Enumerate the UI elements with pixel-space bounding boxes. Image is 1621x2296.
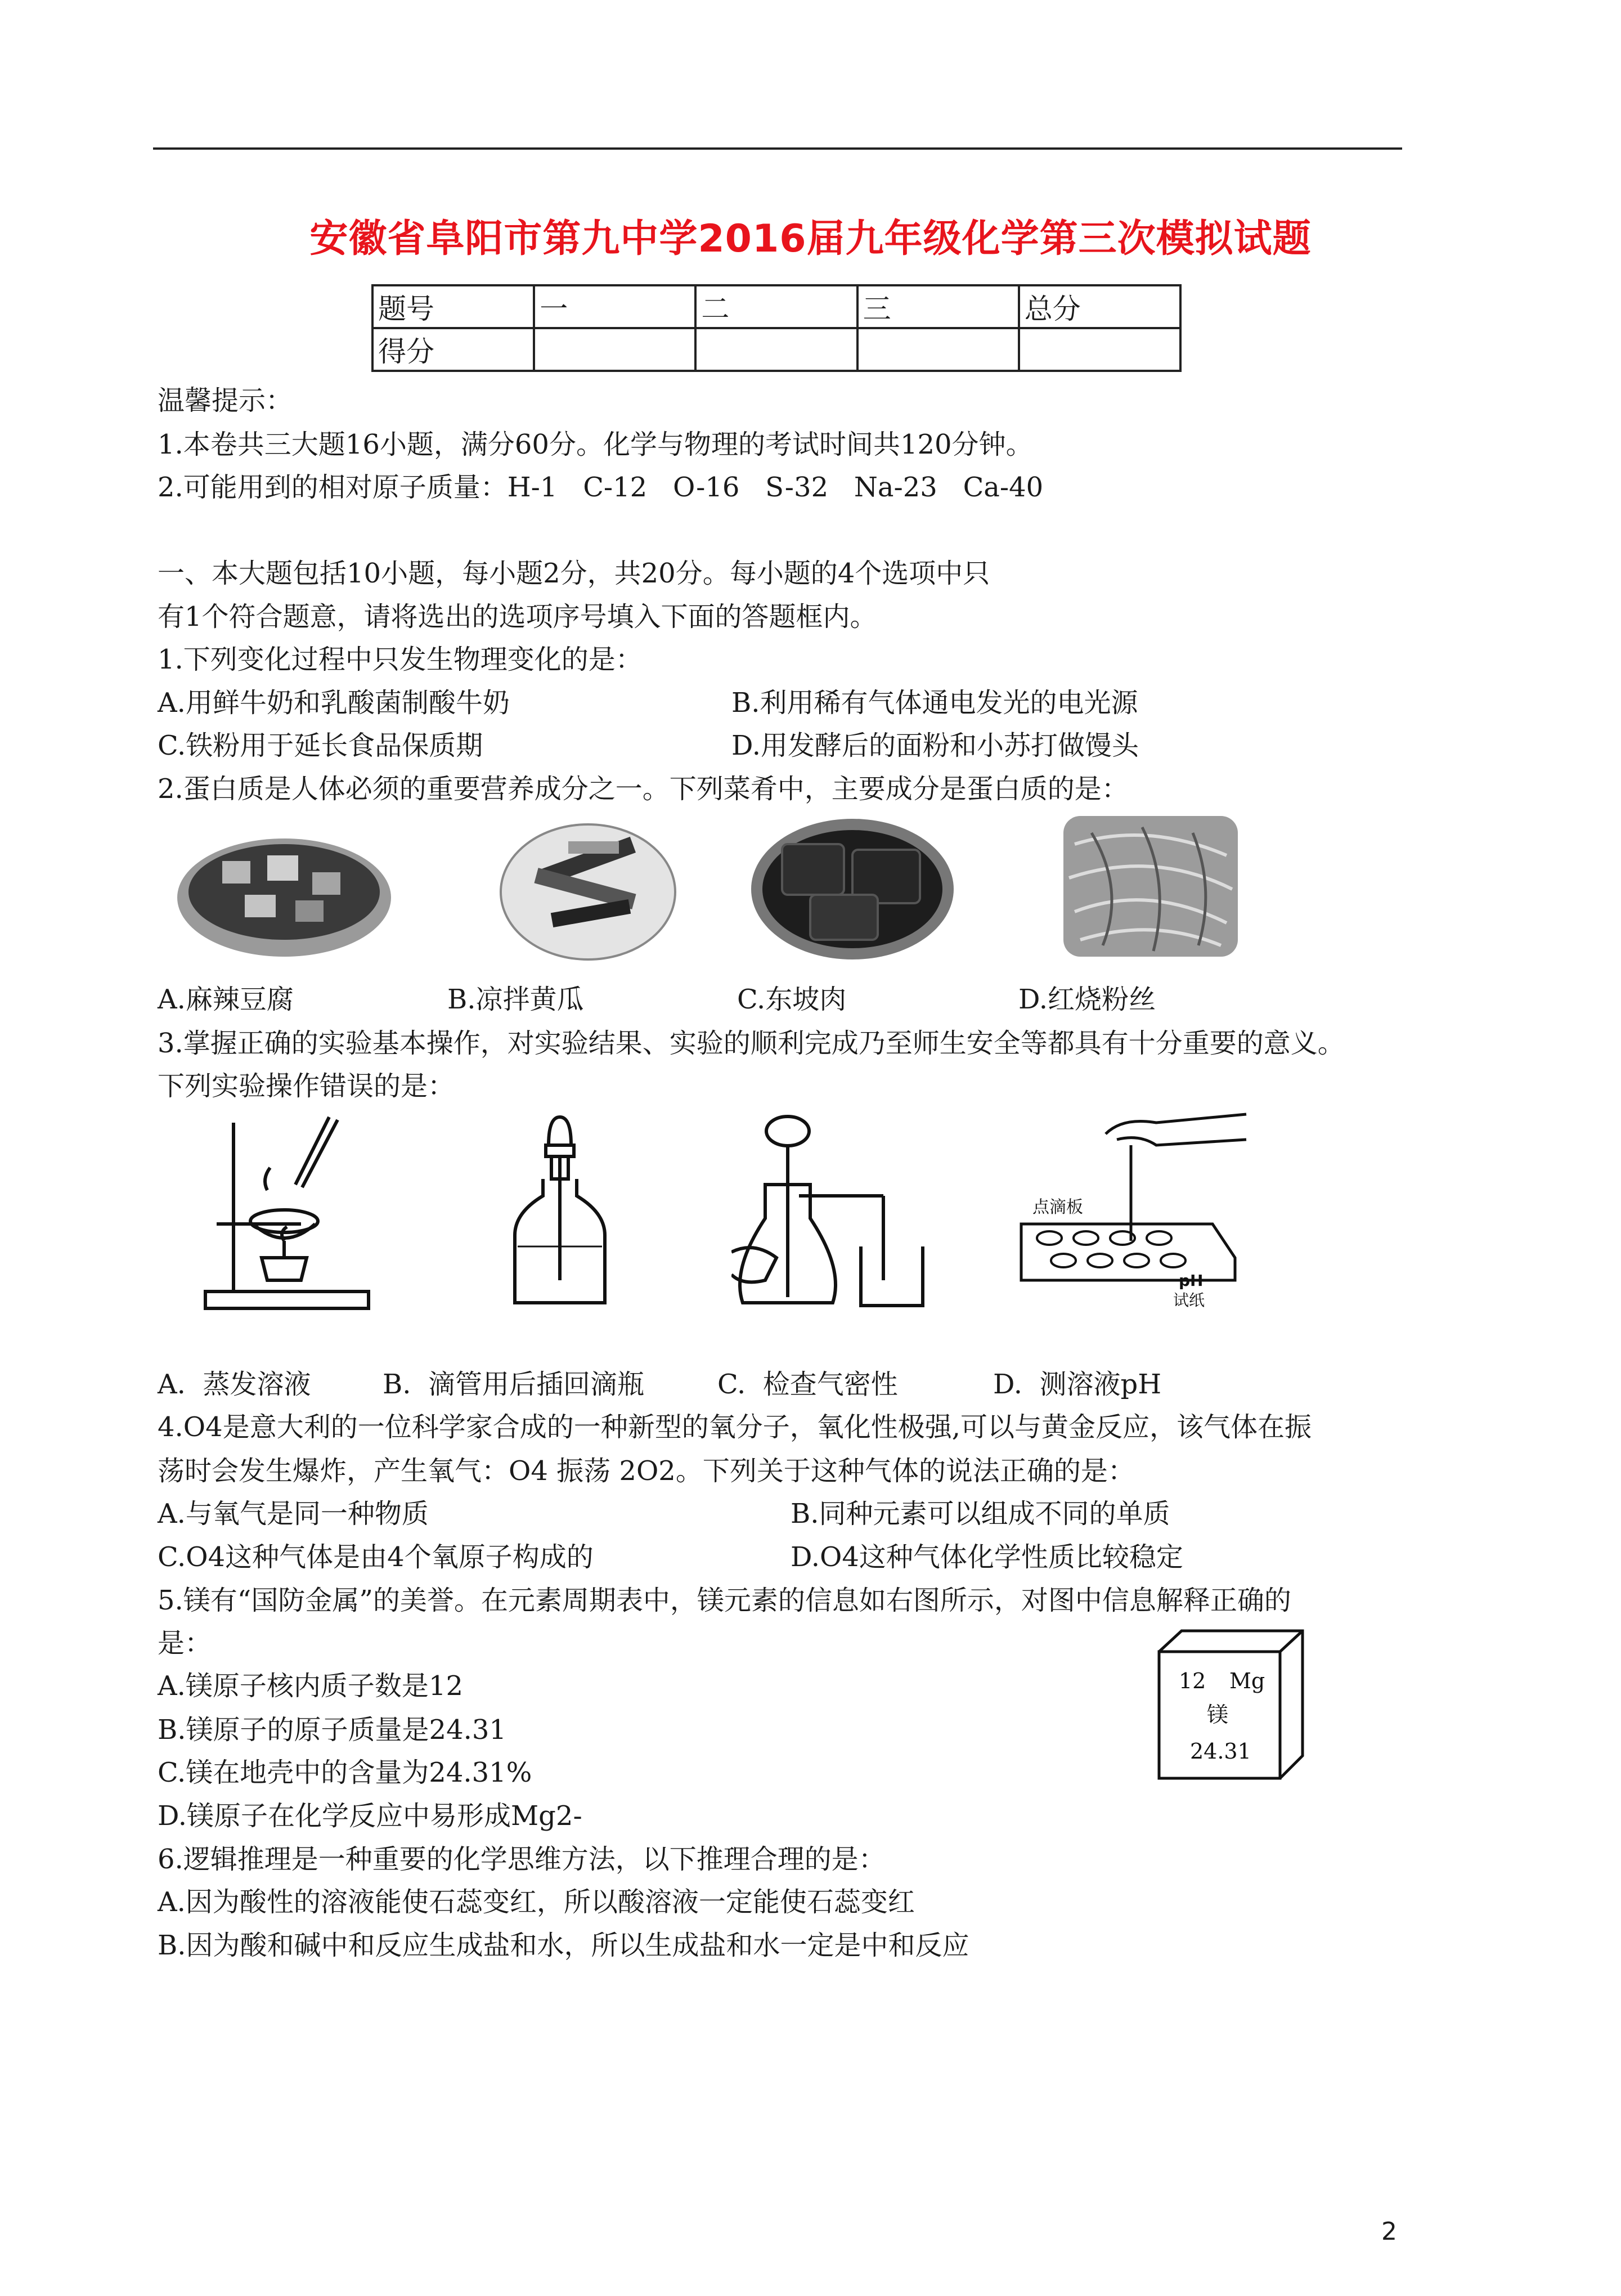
q5-option-a: A.镁原子核内质子数是12 [158, 1670, 464, 1702]
q4-option-a: A.与氧气是同一种物质 [158, 1498, 429, 1530]
q2-option-d: D.红烧粉丝 [1018, 984, 1156, 1015]
q4-option-c: C.O4这种气体是由4个氧原子构成的 [158, 1541, 594, 1573]
table-cell [534, 328, 695, 371]
q5-stem-1: 5.镁有“国防金属”的美誉。在元素周期表中，镁元素的信息如右图所示，对图中信息解释正确的 [158, 1585, 1291, 1616]
element-mass: 24.31 [1190, 1739, 1251, 1764]
test-paper-label: 试纸 [1173, 1291, 1205, 1310]
table-cell: 总分 [1019, 285, 1180, 328]
q1-stem: 1.下列变化过程中只发生物理变化的是： [158, 644, 643, 675]
point-plate-label: 点滴板 [1032, 1198, 1083, 1217]
page-title: 安徽省阜阳市第九中学2016届九年级化学第三次模拟试题 [309, 217, 1312, 261]
q5-option-c: C.镁在地壳中的含量为24.31% [158, 1757, 532, 1788]
q3-option-a: A. 蒸发溶液 [158, 1369, 311, 1400]
ph-label: pH [1179, 1271, 1204, 1290]
tofu-dish-photo [172, 822, 397, 962]
q6-option-a: A.因为酸性的溶液能使石蕊变红，所以酸溶液一定能使石蕊变红 [158, 1886, 915, 1918]
section-heading-2: 有1个符合题意，请将选出的选项序号填入下面的答题框内。 [158, 601, 877, 633]
table-row [372, 285, 1180, 328]
q3-option-b: B. 滴管用后插回滴瓶 [383, 1369, 645, 1400]
q1-option-c: C.铁粉用于延长食品保质期 [158, 730, 483, 761]
q3-stem-1: 3.掌握正确的实验基本操作，对实验结果、实验的顺利完成乃至师生安全等都具有十分重要的意义。 [158, 1028, 1345, 1059]
tips-line-1: 1.本卷共三大题16小题，满分60分。化学与物理的考试时间共120分钟。 [158, 429, 1033, 460]
element-symbol: Mg [1229, 1669, 1265, 1693]
table-cell: 一 [534, 285, 695, 328]
q3-stem-2: 下列实验操作错误的是： [158, 1070, 455, 1102]
table-cell [1019, 328, 1180, 371]
q4-stem-1: 4.O4是意大利的一位科学家合成的一种新型的氧分子，氧化性极强,可以与黄金反应，该气体在振 [158, 1411, 1312, 1443]
q1-option-a: A.用鲜牛奶和乳酸菌制酸牛奶 [158, 687, 510, 719]
pork-dish-photo [748, 810, 957, 962]
section-heading-1: 一、本大题包括10小题，每小题2分，共20分。每小题的4个选项中只 [158, 558, 990, 589]
header-rule [153, 147, 1402, 150]
vermicelli-dish-photo [1058, 810, 1243, 962]
q2-option-c: C.东坡肉 [737, 984, 847, 1015]
q3-option-c: C. 检查气密性 [717, 1369, 898, 1400]
table-cell: 题号 [372, 285, 534, 328]
q6-option-b: B.因为酸和碱中和反应生成盐和水，所以生成盐和水一定是中和反应 [158, 1930, 969, 1961]
q4-option-b: B.同种元素可以组成不同的单质 [791, 1498, 1170, 1530]
q2-option-b: B.凉拌黄瓜 [447, 984, 584, 1015]
element-name: 镁 [1207, 1702, 1229, 1727]
q5-option-b: B.镁原子的原子质量是24.31 [158, 1714, 506, 1746]
q1-option-b: B.利用稀有气体通电发光的电光源 [731, 687, 1138, 719]
cucumber-dish-photo [495, 808, 681, 965]
table-cell [857, 328, 1019, 371]
score-table [371, 284, 1182, 372]
table-cell: 得分 [372, 328, 534, 371]
q4-option-d: D.O4这种气体化学性质比较稳定 [791, 1541, 1183, 1573]
tips-heading: 温馨提示： [158, 385, 293, 416]
evaporation-apparatus-diagram [200, 1111, 380, 1314]
dropper-bottle-diagram [504, 1111, 616, 1314]
table-cell: 三 [857, 285, 1019, 328]
q5-option-d: D.镁原子在化学反应中易形成Mg2- [158, 1800, 582, 1832]
table-cell: 二 [695, 285, 857, 328]
q2-option-a: A.麻辣豆腐 [158, 984, 294, 1015]
q5-stem-2: 是： [158, 1627, 212, 1659]
page-number: 2 [1381, 2217, 1397, 2246]
ph-test-diagram [1010, 1111, 1252, 1314]
table-cell [695, 328, 857, 371]
q2-stem: 2.蛋白质是人体必须的重要营养成分之一。下列菜肴中，主要成分是蛋白质的是： [158, 773, 1129, 805]
q6-stem: 6.逻辑推理是一种重要的化学思维方法，以下推理合理的是： [158, 1844, 886, 1875]
q3-option-d: D. 测溶液pH [993, 1369, 1162, 1400]
tips-line-2: 2.可能用到的相对原子质量：H-1 C-12 O-16 S-32 Na-23 Ca-40 [158, 472, 1044, 503]
q4-stem-2: 荡时会发生爆炸，产生氧气：O4 振荡 2O2。下列关于这种气体的说法正确的是： [158, 1455, 1135, 1487]
q1-option-d: D.用发酵后的面粉和小苏打做馒头 [731, 730, 1139, 761]
magnesium-element-card [1151, 1626, 1314, 1790]
table-row [372, 328, 1180, 371]
element-number: 12 [1179, 1669, 1206, 1693]
airtightness-check-diagram [731, 1111, 957, 1314]
